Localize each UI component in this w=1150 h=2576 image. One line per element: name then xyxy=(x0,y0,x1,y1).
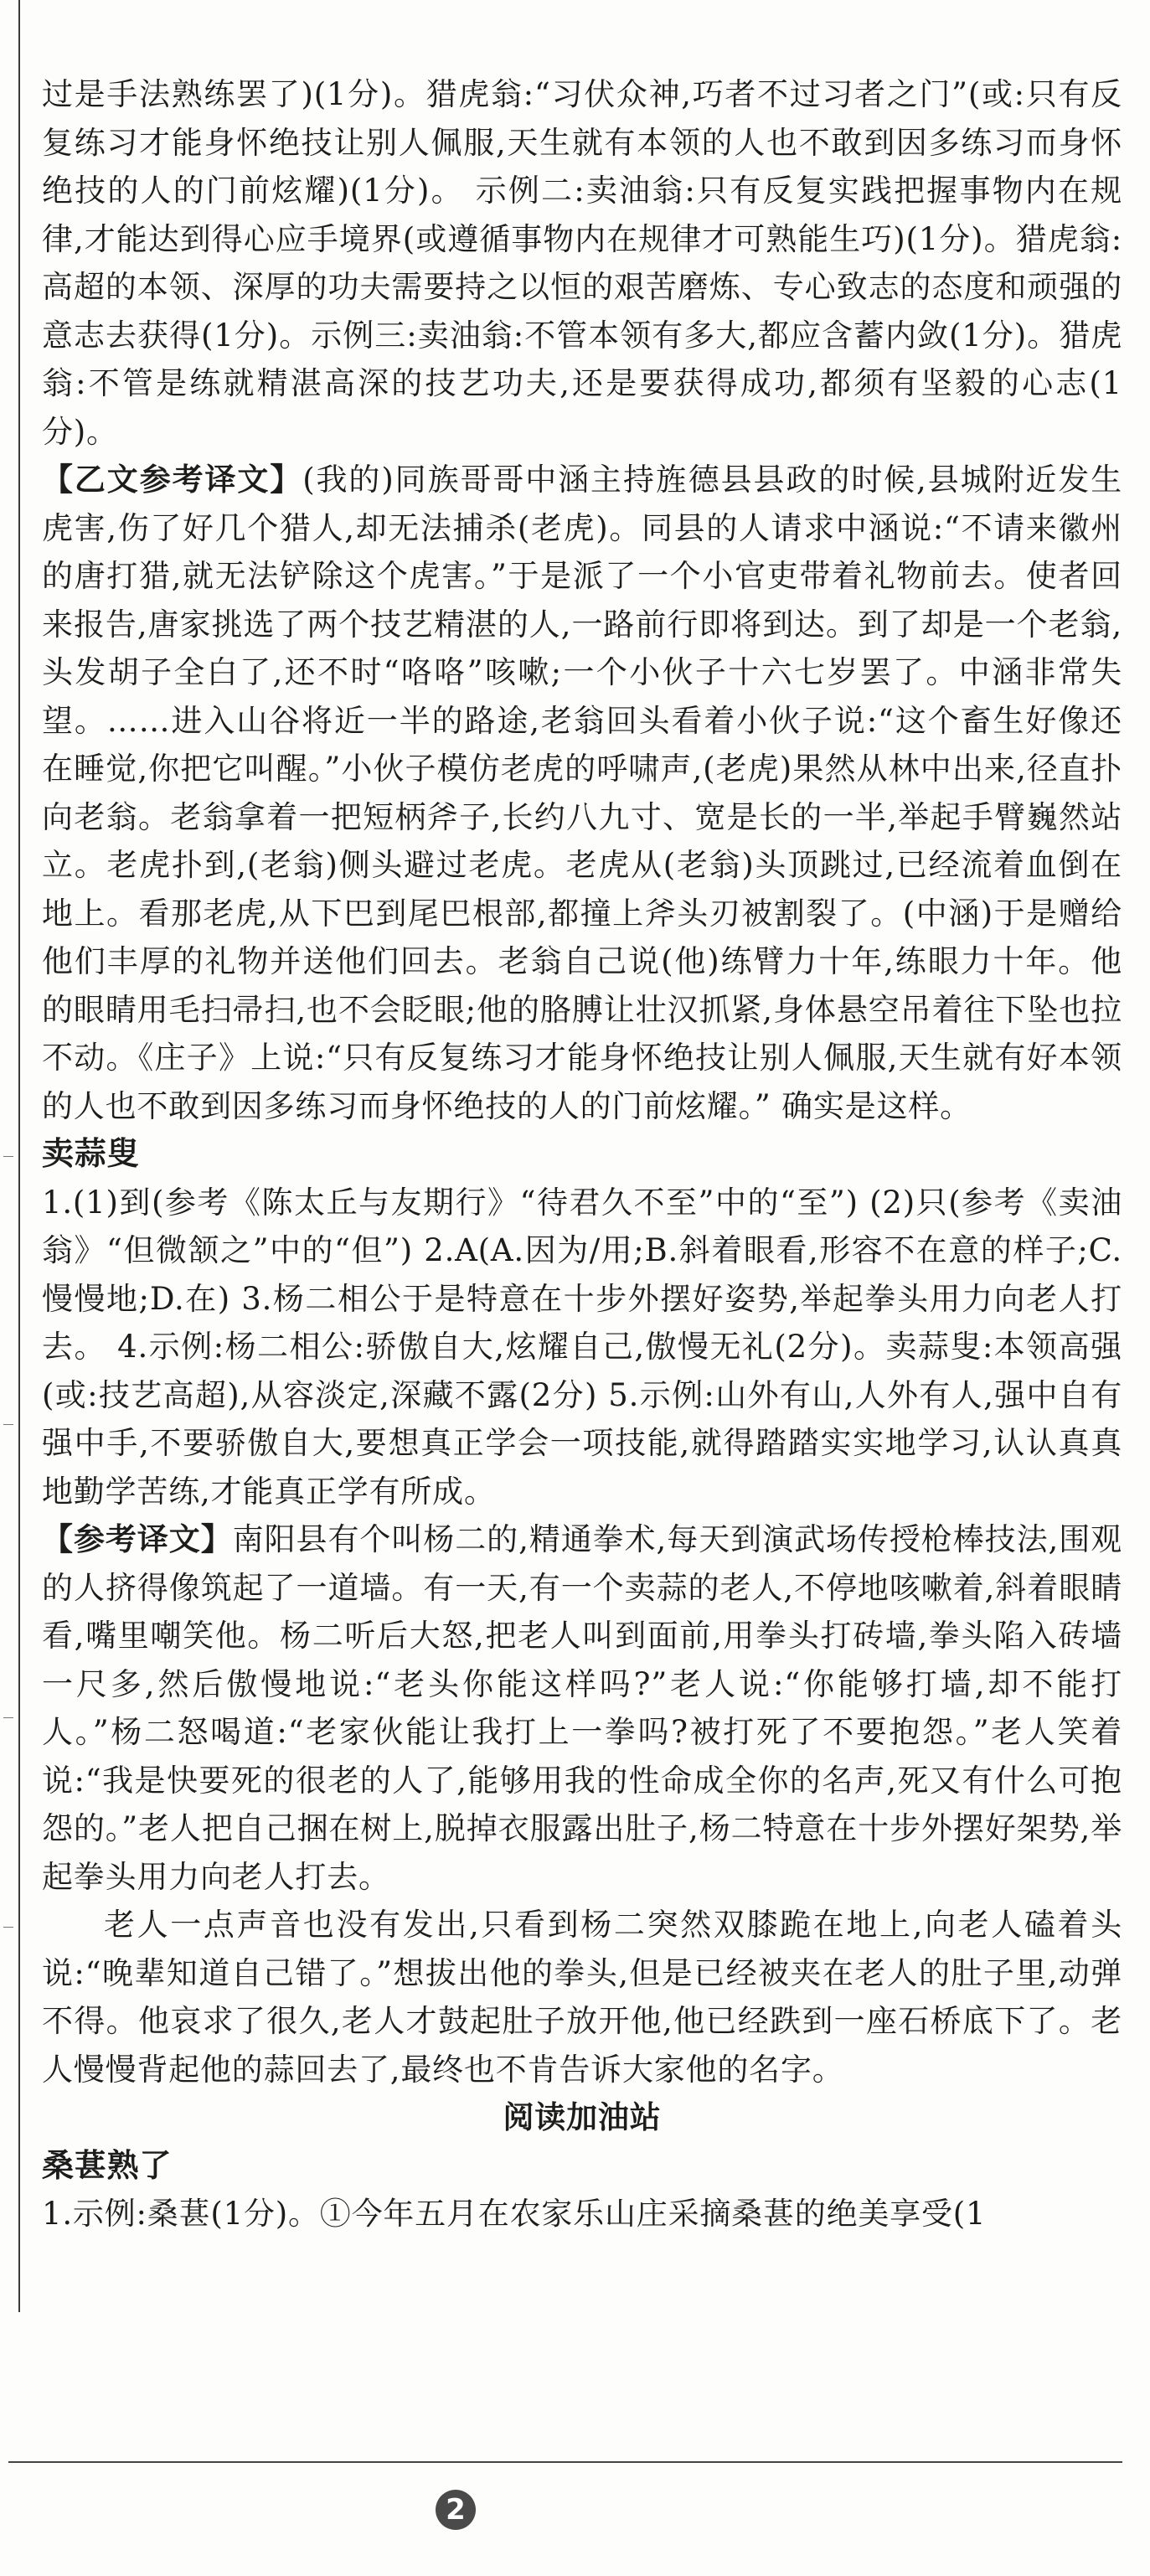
maisuansou-answers: 1.(1)到(参考《陈太丘与友期行》“待君久不至”中的“至”) (2)只(参考《卖油翁》“但微颔之”中的“但”) 2.A(A.因为/用;B.斜着眼看,形容不在意的样子;C.慢慢地;D.在) 3.杨二相公于是特意在十步外摆好姿势,举起拳头用力向老人打去。 4.示例:杨二相公:骄傲自大,炫耀自己,傲慢无礼(2分)。卖蒜叟:本领高强(或:技艺高超),从容淡定,深藏不露(2分) 5.示例:山外有山,人外有人,强中自有强中手,不要骄傲自大,要想真正学会一项技能,就得踏踏实实地学习,认认真真地勤学苦练,才能真正学有所成。 xyxy=(42,1184,1122,1510)
left-margin-rule xyxy=(0,0,20,2312)
yi-translation-text: (我的)同族哥哥中涵主持旌德县县政的时候,县城附近发生虎害,伤了好几个猎人,却无法捕杀(老虎)。同县的人请求中涵说:“不请来徽州的唐打猎,就无法铲除这个虎害。”于是派了一个小官吏带着礼物前去。使者回来报告,唐家挑选了两个技艺精湛的人,一路前行即将到达。到了却是一个老翁,头发胡子全白了,还不时“咯咯”咳嗽;一个小伙子十六七岁罢了。中涵非常失望。……进入山谷将近一半的路途,老翁回头看着小伙子说:“这个畜生好像还在睡觉,你把它叫醒。”小伙子模仿老虎的呼啸声,(老虎)果然从林中出来,径直扑向老翁。老翁拿着一把短柄斧子,长约八九寸、宽是长的一半,举起手臂巍然站立。老虎扑到,(老翁)侧头避过老虎。老虎从(老翁)头顶跳过,已经流着血倒在地上。看那老虎,从下巴到尾巴根部,都撞上斧头刃被割裂了。(中涵)于是赠给他们丰厚的礼物并送他们回去。老翁自己说(他)练臂力十年,练眼力十年。他的眼睛用毛扫帚扫,也不会眨眼;他的胳膊让壮汉抓紧,身体悬空吊着往下坠也拉不动。《庄子》上说:“只有反复练习才能身怀绝技让别人佩服,天生就有好本领的人也不敢到因多练习而身怀绝技的人的门前炫耀。” 确实是这样。 xyxy=(42,462,1123,1124)
yi-translation-paragraph xyxy=(42,456,1122,1130)
sangshen-answer-start: 1.示例:桑葚(1分)。①今年五月在农家乐山庄采摘桑葚的绝美享受(1 xyxy=(42,2196,987,2232)
section-heading-maisuansou: 卖蒜叟 xyxy=(42,1135,140,1172)
maisuansou-translation-tag: 【参考译文】 xyxy=(42,1520,233,1557)
maisuansou-translation-paragraph xyxy=(42,1515,1122,1901)
answer-key-page xyxy=(42,70,1122,2238)
yi-translation-tag: 【乙文参考译文】 xyxy=(42,461,303,498)
margin-tick xyxy=(3,1156,13,1157)
maisuansou-translation-p2: 老人一点声音也没有发出,只看到杨二突然双膝跪在地上,向老人磕着头说:“晚辈知道自己错了。”想拔出他的拳头,但是已经被夹在老人的肚子里,动弹不得。他哀求了很久,老人才鼓起肚子放开他,他已经跌到一座石桥底下了。老人慢慢背起他的蒜回去了,最终也不肯告诉大家他的名字。 xyxy=(42,1907,1122,2088)
section-heading-sangshen: 桑葚熟了 xyxy=(42,2146,173,2184)
margin-tick xyxy=(3,1927,13,1928)
margin-tick xyxy=(3,1424,13,1425)
margin-tick xyxy=(3,1717,13,1718)
reading-station-heading: 阅读加油站 xyxy=(503,2099,662,2135)
bottom-divider xyxy=(8,2461,1122,2463)
answers-part1: 过是手法熟练罢了)(1分)。猎虎翁:“习伏众神,巧者不过习者之门”(或:只有反复练习才能身怀绝技让别人佩服,天生就有本领的人也不敢到因多练习而身怀绝技的人的门前炫耀)(1分)。 示例二:卖油翁:只有反复实践把握事物内在规律,才能达到得心应手境界(或遵循事物内在规律才可熟能生巧)(1分)。猎虎翁:高超的本领、深厚的功夫需要持之以恒的艰苦磨炼、专心致志的态度和顽强的意志去获得(1分)。示例三:卖油翁:不管本领有多大,都应含蓄内敛(1分)。猎虎翁:不管是练就精湛高深的技艺功夫,还是要获得成功,都须有坚毅的心志(1分)。 xyxy=(42,76,1122,450)
maisuansou-translation-p1: 南阳县有个叫杨二的,精通拳术,每天到演武场传授枪棒技法,围观的人挤得像筑起了一道墙。有一天,有一个卖蒜的老人,不停地咳嗽着,斜着眼睛看,嘴里嘲笑他。杨二听后大怒,把老人叫到面前,用拳头打砖墙,拳头陷入砖墙一尺多,然后傲慢地说:“老头你能这样吗?”老人说:“你能够打墙,却不能打人。”杨二怒喝道:“老家伙能让我打上一拳吗?被打死了不要抱怨。”老人笑着说:“我是快要死的很老的人了,能够用我的性命成全你的名声,死又有什么可抱怨的。”老人把自己捆在树上,脱掉衣服露出肚子,杨二特意在十步外摆好架势,举起拳头用力向老人打去。 xyxy=(42,1521,1122,1895)
page-number-badge: 2 xyxy=(436,2490,476,2530)
